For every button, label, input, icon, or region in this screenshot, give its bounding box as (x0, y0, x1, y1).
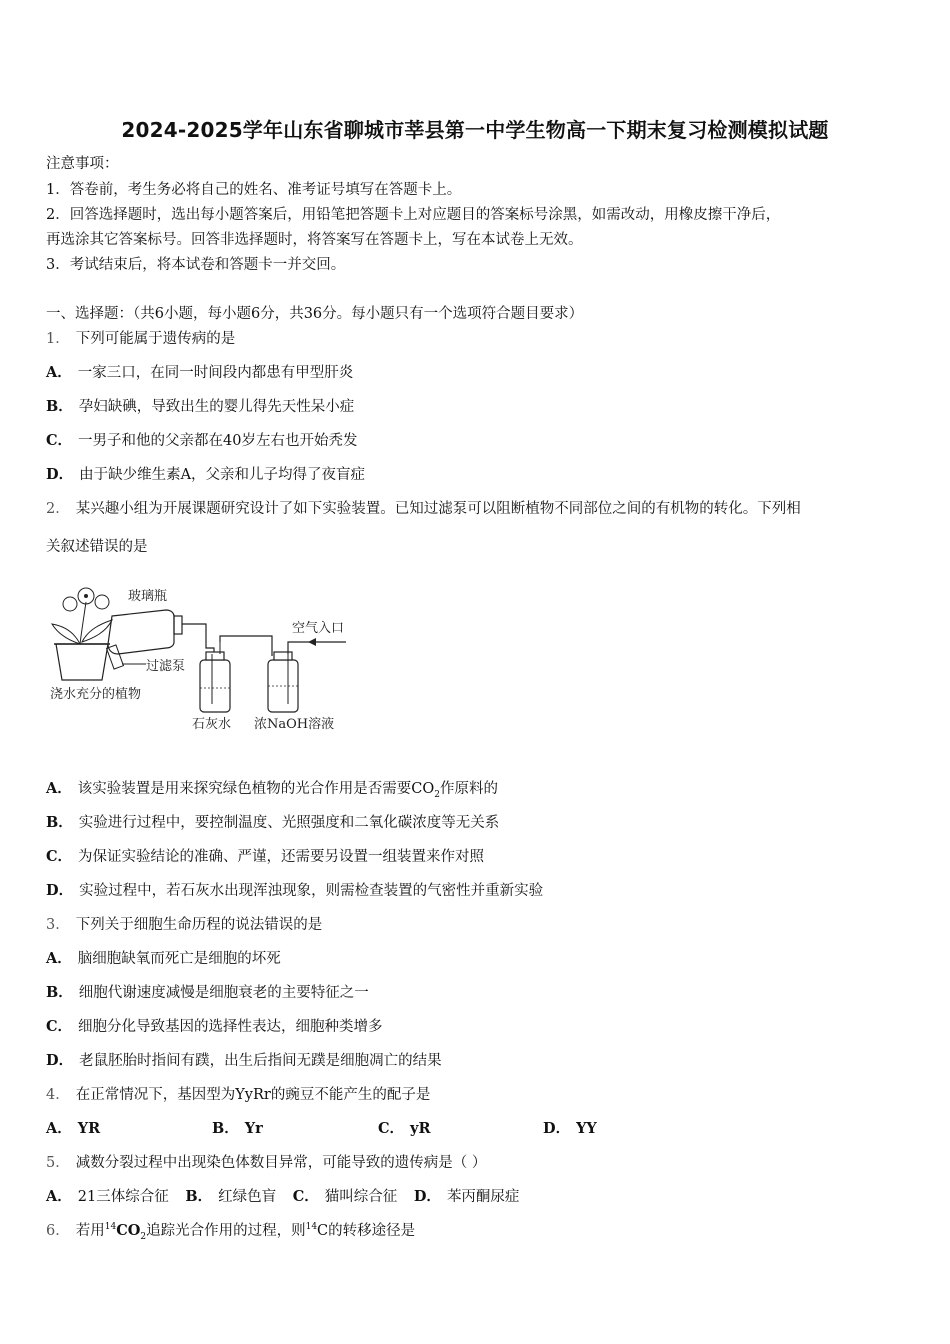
option-text: Yr (244, 1120, 263, 1137)
question-2-option-c (46, 845, 484, 866)
label-air-inlet: 空气入口 (292, 621, 345, 636)
question-4-option-d (543, 1117, 597, 1138)
subscript: 2 (434, 789, 440, 800)
question-1-option-d (46, 463, 365, 484)
question-text: 减数分裂过程中出现染色体数目异常，可能导致的遗传病是（ ） (75, 1155, 487, 1171)
notice-item: 1．答卷前，考生务必将自己的姓名、准考证号填写在答题卡上。 (46, 182, 462, 198)
question-4-option-a (46, 1117, 100, 1138)
question-text: 在正常情况下，基因型为YyRr的豌豆不能产生的配子是 (75, 1087, 431, 1103)
option-text: 孕妇缺碘，导致出生的婴儿得先天性呆小症 (78, 399, 355, 415)
question-1-option-c (46, 429, 358, 450)
option-text: 由于缺少维生素A，父亲和儿子均得了夜盲症 (79, 467, 366, 483)
option-label: B． (185, 1188, 213, 1205)
question-text: 某兴趣小组为开展课题研究设计了如下实验装置。已知过滤泵可以阻断植物不同部位之间的有机物的转化。下列相 (75, 501, 801, 517)
glass-bottle (108, 610, 174, 654)
option-label: A． (46, 950, 72, 967)
option-text: 作原料的 (439, 781, 498, 797)
option-label: D． (46, 466, 74, 483)
question-number: 4． (46, 1087, 70, 1103)
naoh-bottle-stopper (274, 652, 292, 660)
bottle-stopper (174, 616, 182, 634)
question-text: 下列可能属于遗传病的是 (75, 331, 236, 347)
option-text: yR (410, 1120, 431, 1137)
option-label: C． (46, 1018, 73, 1035)
question-4-option-b (212, 1117, 263, 1138)
superscript: 14 (104, 1222, 117, 1233)
question-3-option-c (46, 1015, 383, 1036)
option-text: 为保证实验结论的准确、严谨，还需要另设置一组装置来作对照 (78, 849, 485, 865)
option-label: A． (46, 780, 72, 797)
question-1-option-b (46, 395, 354, 416)
question-number: 2． (46, 501, 70, 517)
question-2-option-d (46, 879, 543, 900)
option-label: C． (46, 848, 73, 865)
label-naoh: 浓NaOH溶液 (254, 717, 335, 732)
question-2-option-b (46, 811, 499, 832)
question-4-stem (46, 1083, 430, 1104)
question-4-option-c (378, 1117, 431, 1138)
option-text: 一男子和他的父亲都在40岁左右也开始秃发 (78, 433, 358, 449)
flower (63, 597, 77, 611)
question-text: C的转移途径是 (317, 1223, 416, 1239)
option-text: 一家三口，在同一时间段内都患有甲型肝炎 (77, 365, 354, 381)
option-text: 该实验装置是用来探究绿色植物的光合作用是否需要CO (77, 781, 435, 797)
leaf (52, 624, 80, 644)
option-text: 老鼠胚胎时指间有蹼，出生后指间无蹼是细胞凋亡的结果 (79, 1053, 442, 1069)
option-text: 实验过程中，若石灰水出现浑浊现象，则需检查装置的气密性并重新实验 (79, 883, 544, 899)
option-label: D． (46, 1052, 74, 1069)
option-label: B． (46, 814, 73, 831)
option-label: A． (46, 1188, 72, 1205)
question-text: 若用 (75, 1223, 105, 1239)
notice-heading: 注意事项： (46, 156, 119, 172)
question-5-stem (46, 1151, 486, 1172)
option-label: C． (292, 1188, 319, 1205)
leaf (82, 620, 112, 642)
option-label: B． (46, 398, 73, 415)
option-text: 脑细胞缺氧而死亡是细胞的坏死 (77, 951, 281, 967)
option-label: D． (46, 882, 74, 899)
option-label: C． (378, 1120, 405, 1137)
option-label: B． (46, 984, 73, 1001)
lime-water-bottle (200, 660, 230, 712)
section-heading: 一、选择题：（共6小题，每小题6分，共36分。每小题只有一个选项符合题目要求） (46, 306, 584, 322)
label-filter-pump: 过滤泵 (146, 659, 186, 674)
question-number: 6． (46, 1223, 70, 1239)
option-text: 21三体综合征 (77, 1189, 169, 1205)
notice-item: 2．回答选择题时，选出每小题答案后，用铅笔把答题卡上对应题目的答案标号涂黑，如需改动，用橡皮擦干净后， (46, 207, 781, 223)
option-text: YY (576, 1120, 597, 1137)
option-label: C． (46, 432, 73, 449)
experiment-apparatus-figure (46, 580, 376, 740)
label-plant: 浇水充分的植物 (50, 687, 142, 702)
question-text: 追踪光合作用的过程，则 (146, 1223, 306, 1239)
question-1-option-a (46, 361, 353, 382)
option-text: 红绿色盲 (218, 1189, 277, 1205)
option-text: 细胞代谢速度减慢是细胞衰老的主要特征之一 (78, 985, 369, 1001)
question-6-stem (46, 1219, 415, 1242)
option-label: D． (543, 1120, 571, 1137)
option-text: 细胞分化导致基因的选择性表达，细胞种类增多 (78, 1019, 383, 1035)
option-label: A． (46, 1120, 72, 1137)
air-inlet-tube (288, 642, 346, 654)
notice-item: 再选涂其它答案标号。回答非选择题时，将答案写在答题卡上，写在本试卷上无效。 (46, 232, 583, 248)
question-3-option-d (46, 1049, 442, 1070)
question-number: 1． (46, 331, 70, 347)
option-label: B． (212, 1120, 239, 1137)
connecting-tube (220, 636, 272, 656)
question-2-option-a (46, 777, 498, 800)
question-text: 下列关于细胞生命历程的说法错误的是 (75, 917, 323, 933)
label-glass-bottle: 玻璃瓶 (128, 589, 168, 604)
question-3-option-b (46, 981, 369, 1002)
option-label: D． (413, 1188, 441, 1205)
option-label: A． (46, 364, 72, 381)
option-text: 苯丙酮尿症 (446, 1189, 520, 1205)
option-text: 实验进行过程中，要控制温度、光照强度和二氧化碳浓度等无关系 (78, 815, 500, 831)
lime-bottle-stopper (206, 652, 224, 660)
question-5-options (46, 1185, 519, 1206)
flower (95, 595, 109, 609)
question-2-stem-continued: 关叙述错误的是 (46, 539, 148, 555)
option-text: YR (77, 1120, 101, 1137)
question-number: 3． (46, 917, 70, 933)
option-text: 猫叫综合征 (324, 1189, 398, 1205)
page-title: 2024-2025学年山东省聊城市莘县第一中学生物高一下期末复习检测模拟试题 (121, 118, 829, 142)
subscript: 2 (140, 1231, 147, 1242)
arrow-icon (308, 638, 316, 646)
connecting-tube (182, 624, 214, 656)
label-lime-water: 石灰水 (192, 717, 232, 732)
flower-center (84, 594, 88, 598)
question-number: 5． (46, 1155, 70, 1171)
question-3-stem (46, 913, 322, 934)
question-text: CO (116, 1222, 141, 1239)
question-1-stem (46, 327, 235, 348)
notice-item: 3．考试结束后，将本试卷和答题卡一并交回。 (46, 257, 346, 273)
flower-pot (56, 644, 108, 680)
question-3-option-a (46, 947, 281, 968)
superscript: 14 (305, 1222, 318, 1233)
question-2-stem (46, 497, 801, 518)
